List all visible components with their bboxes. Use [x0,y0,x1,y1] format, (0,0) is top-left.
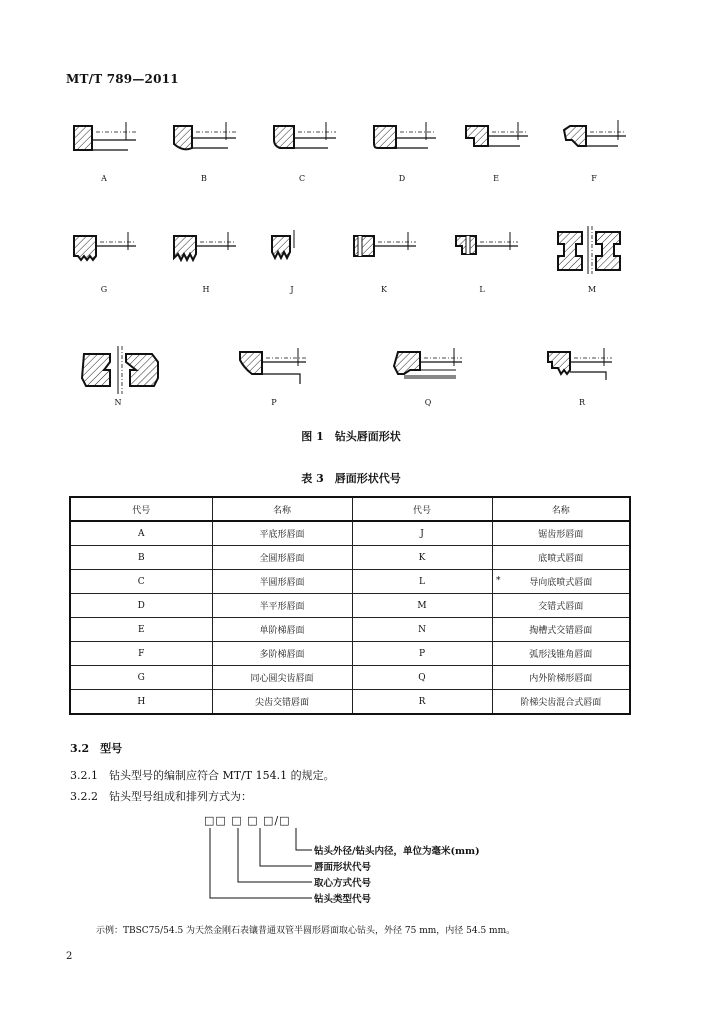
table-row [70,666,630,690]
table-cell: R [352,690,492,715]
figure-caption: 图 1 钻头唇面形状 [301,430,401,443]
table-row [70,690,630,715]
table-cell: H [70,690,212,715]
table-cell: 弧形浅锥角唇面 [492,642,630,666]
shape-label-b: B [201,174,207,183]
lip-shape-e [458,118,532,158]
table-cell: 全圆形唇面 [212,546,352,570]
table-cell: 阶梯尖齿混合式唇面 [492,690,630,715]
shape-label-d: D [398,174,406,183]
lip-shape-p [234,344,310,388]
table-cell: 导向底喷式唇面 [492,570,630,594]
table-cell: B [70,546,212,570]
table-cell: 内外阶梯形唇面 [492,666,630,690]
table-cell: 半圆形唇面 [212,570,352,594]
header-code-1: 代号 [70,497,212,521]
lip-shape-code-table [69,496,631,715]
table-cell: 锯齿形唇面 [492,521,630,546]
table-row [70,642,630,666]
table-row [70,594,630,618]
shape-label-r: R [578,398,586,407]
table-cell: 多阶梯唇面 [212,642,352,666]
shape-label-n: N [114,398,122,407]
lip-shape-m [552,222,632,278]
header-name-2: 名称 [492,497,630,521]
shape-label-j: J [290,285,294,294]
table-cell: 尖齿交错唇面 [212,690,352,715]
annotation-lip-shape: 唇面形状代号 [314,862,372,873]
lip-shape-q [390,344,466,388]
header-name-1: 名称 [212,497,352,521]
lip-shape-l [448,228,522,268]
lip-shape-h [166,228,240,268]
lip-shape-d [366,118,440,158]
table-row [70,618,630,642]
stray-mark: * [496,576,501,586]
table-cell: 单阶梯唇面 [212,618,352,642]
lip-shape-g [66,228,140,268]
table-cell: 同心圆尖齿唇面 [212,666,352,690]
shape-label-h: H [202,285,210,294]
shape-label-l: L [479,285,485,294]
shape-label-e: E [493,174,499,183]
table-cell: Q [352,666,492,690]
shape-label-k: K [381,285,387,294]
table-cell: F [70,642,212,666]
annotation-coring: 取心方式代号 [314,878,372,889]
table-row [70,570,630,594]
model-code-pattern: □□ □ □ □/□ [204,814,291,827]
table-row [70,521,630,546]
shape-label-f: F [591,174,597,183]
annotation-bit-type: 钻头类型代号 [314,894,372,905]
lip-shape-b [166,118,240,158]
table-cell: K [352,546,492,570]
shape-label-g: G [100,285,108,294]
table-cell: M [352,594,492,618]
header-code-2: 代号 [352,497,492,521]
table-cell: 交错式唇面 [492,594,630,618]
lip-shape-f [556,118,630,158]
lip-shape-j [264,228,304,268]
shape-label-c: C [298,174,306,183]
annotation-diameter: 钻头外径/钻头内径，单位为毫米(mm) [314,846,480,857]
table-cell: A [70,521,212,546]
shape-label-q: Q [424,398,432,407]
table-cell: L [352,570,492,594]
lip-shape-r [540,344,616,388]
table-cell: J [352,521,492,546]
table-caption: 表 3 唇面形状代号 [301,472,401,485]
table-cell: P [352,642,492,666]
example-note: 示例：TBSC75/54.5 为天然金刚石表镶普通双管半圆形唇面取心钻头，外径 75 mm，内径 54.5 mm。 [96,926,516,936]
paragraph-3-2-1: 3.2.1 钻头型号的编制应符合 MT/T 154.1 的规定。 [70,769,335,782]
table-row [70,546,630,570]
table-cell: D [70,594,212,618]
model-scheme-lines [200,826,320,906]
table-header-row [70,497,630,521]
lip-shape-c [266,118,340,158]
shape-label-m: M [587,285,597,294]
lip-shape-k [346,228,420,268]
paragraph-3-2-2: 3.2.2 钻头型号组成和排列方式为： [70,790,252,803]
shape-label-a: A [101,174,107,183]
table-cell: C [70,570,212,594]
section-heading: 3.2 型号 [70,742,123,755]
lip-shape-a [66,118,140,158]
table-cell: 半平形唇面 [212,594,352,618]
table-cell: 平底形唇面 [212,521,352,546]
table-cell: G [70,666,212,690]
lip-shape-n [76,340,166,396]
table-cell: N [352,618,492,642]
standard-code: MT/T 789—2011 [66,72,179,86]
table-cell: 掏槽式交错唇面 [492,618,630,642]
table-cell: 底喷式唇面 [492,546,630,570]
page-number: 2 [66,951,73,962]
table-cell: E [70,618,212,642]
shape-label-p: P [271,398,277,407]
